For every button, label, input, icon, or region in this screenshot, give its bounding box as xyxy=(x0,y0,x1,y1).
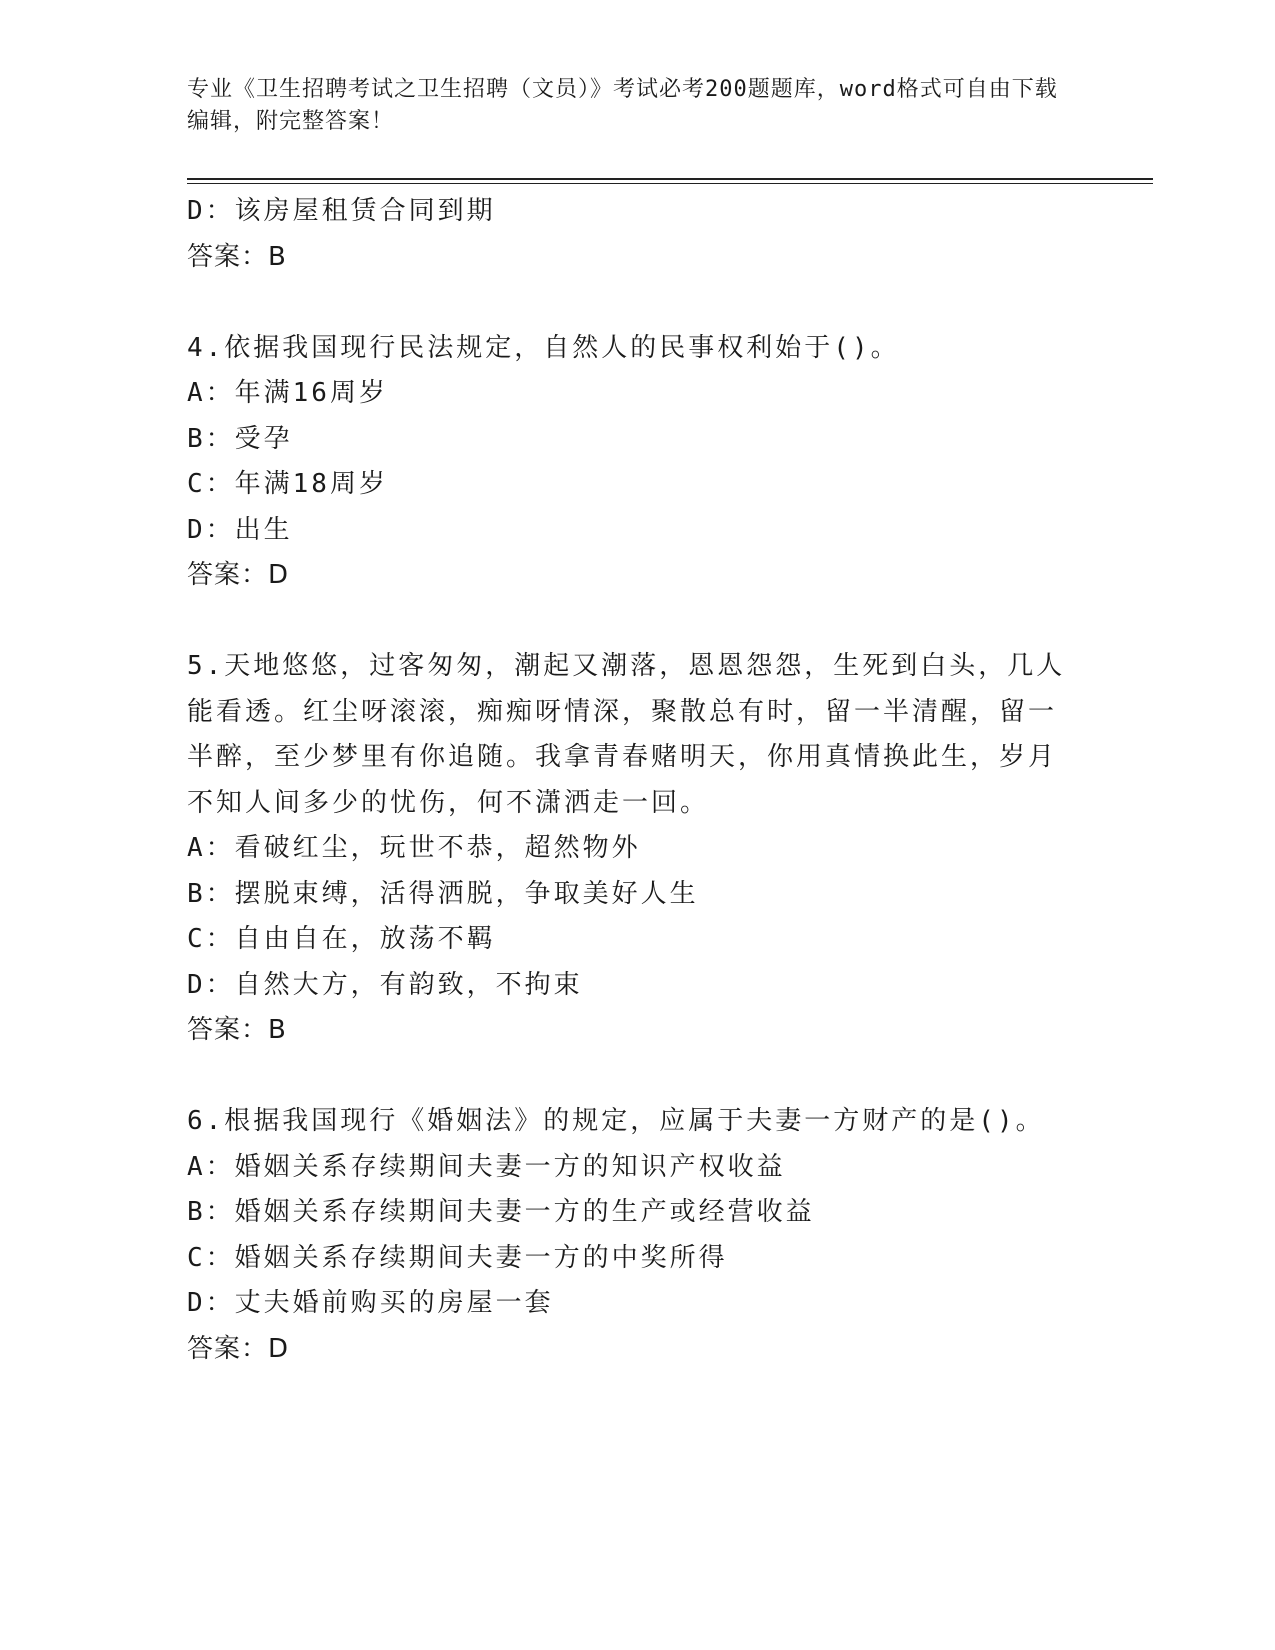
answer: 答案：B xyxy=(187,1015,287,1045)
answer: 答案：D xyxy=(187,1333,290,1364)
question-block-4 xyxy=(187,326,1067,599)
header-rule-thick xyxy=(187,178,1153,180)
document-header: 专业《卫生招聘考试之卫生招聘（文员）》考试必考200题题库，word格式可自由下载编辑，附完整答案！ xyxy=(187,77,1058,134)
answer: 答案：D xyxy=(187,560,290,590)
option-d: D：自然大方，有韵致，不拘束 xyxy=(187,969,583,1000)
option-c: C：年满18周岁 xyxy=(187,469,388,499)
question-block-6 xyxy=(187,1099,1067,1372)
header-rule-thin xyxy=(187,183,1153,184)
option-b: B：受孕 xyxy=(187,423,293,454)
question-text: 4.依据我国现行民法规定，自然人的民事权利始于()。 xyxy=(187,332,900,363)
option-c: C：婚姻关系存续期间夫妻一方的中奖所得 xyxy=(187,1242,728,1273)
question-text: 6.根据我国现行《婚姻法》的规定，应属于夫妻一方财产的是()。 xyxy=(187,1106,1045,1136)
spacer xyxy=(187,1054,1067,1100)
option-a: A：看破红尘，玩世不恭，超然物外 xyxy=(187,833,641,863)
option-a: A：婚姻关系存续期间夫妻一方的知识产权收益 xyxy=(187,1151,786,1182)
question-block-5 xyxy=(187,644,1067,1054)
option-d: D：丈夫婚前购买的房屋一套 xyxy=(187,1288,554,1318)
option-b: B：婚姻关系存续期间夫妻一方的生产或经营收益 xyxy=(187,1197,815,1227)
answer: 答案：B xyxy=(187,241,287,272)
option-d: D：出生 xyxy=(187,514,293,545)
exam-content xyxy=(187,189,1067,1372)
option-a: A：年满16周岁 xyxy=(187,378,388,408)
spacer xyxy=(187,280,1067,326)
option-b: B：摆脱束缚，活得洒脱，争取美好人生 xyxy=(187,878,699,909)
question-text: 5.天地悠悠，过客匆匆，潮起又潮落，恩恩怨怨，生死到白头，几人能看透。红尘呀滚滚，痴痴呀情深，聚散总有时，留一半清醒，留一半醉，至少梦里有你追随。我拿青春赌明天，你用真情换此生，岁月不知人间多少的忧伤，何不潇洒走一回。 xyxy=(187,651,1066,818)
spacer xyxy=(187,599,1067,645)
option-c: C：自由自在，放荡不羁 xyxy=(187,924,496,954)
option-d: D：该房屋租赁合同到期 xyxy=(187,196,496,226)
